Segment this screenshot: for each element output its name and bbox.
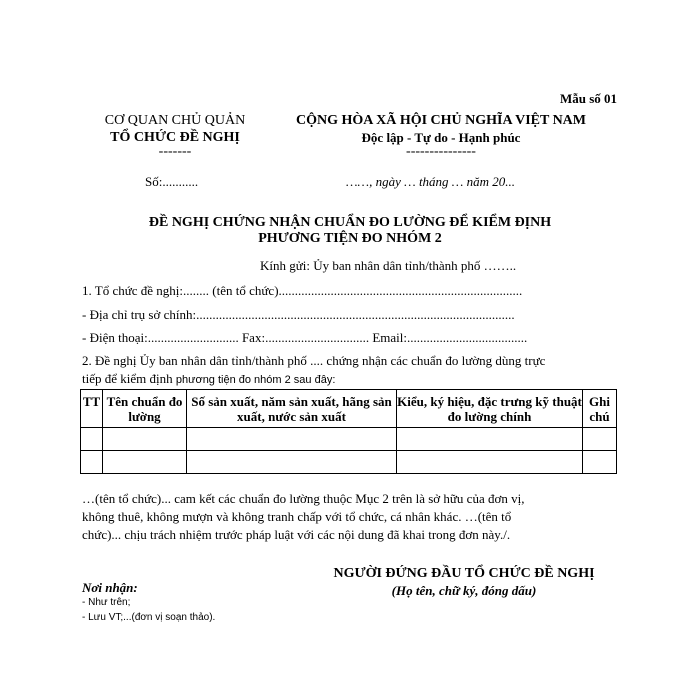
table-row [81, 428, 617, 451]
recipient-item: - Lưu VT;...(đơn vị soạn thảo). [82, 612, 216, 623]
title-line-1: ĐỀ NGHỊ CHỨNG NHẬN CHUẨN ĐO LƯỜNG ĐỂ KIỂM ĐỊNH [148, 215, 552, 230]
contact-field: - Điện thoại:............................ Fax:................................ Email:..................................... [82, 330, 528, 345]
col-header-manufacture: Số sản xuất, năm sản xuất, hãng sản xuất, nước sản xuất [187, 390, 397, 428]
table-cell[interactable] [103, 451, 187, 474]
address-field: - Địa chỉ trụ sở chính:.................................................................................................. [82, 307, 515, 322]
col-header-notes: Ghi chú [583, 390, 617, 428]
section2-line2-b: phương tiện đo nhóm 2 sau đây: [175, 374, 336, 386]
org-line: TỔ CHỨC ĐỀ NGHỊ [110, 130, 240, 145]
table-cell[interactable] [81, 428, 103, 451]
commitment-line-3: chức)... chịu trách nhiệm trước pháp luật với các nội dung đã khai trong đơn này./. [82, 527, 511, 542]
table-row [81, 451, 617, 474]
right-header [268, 112, 614, 158]
signer-title: NGƯỜI ĐỨNG ĐẦU TỔ CHỨC ĐỀ NGHỊ [333, 566, 595, 581]
left-header-rule: ------- [158, 144, 192, 159]
table-header-row [81, 390, 617, 428]
national-title: CỘNG HÒA XÃ HỘI CHỦ NGHĨA VIỆT NAM [295, 113, 586, 128]
section2-line2-a: tiếp để kiểm định [82, 371, 176, 386]
recipients-heading: Nơi nhận: [82, 580, 138, 595]
form-code: Mẫu số 01 [559, 91, 617, 106]
table-cell[interactable] [103, 428, 187, 451]
table-cell[interactable] [397, 451, 583, 474]
place-date: ……, ngày … tháng … năm 20... [346, 174, 516, 189]
commitment-line-1: …(tên tổ chức)... cam kết các chuẩn đo lường thuộc Mục 2 trên là sở hữu của đơn vị, [82, 491, 525, 506]
agency-line: CƠ QUAN CHỦ QUẢN [104, 113, 246, 128]
table-cell[interactable] [397, 428, 583, 451]
table-cell[interactable] [81, 451, 103, 474]
org-field: 1. Tổ chức đề nghị:........ (tên tổ chức)........................................................................... [82, 283, 523, 298]
recipient-item: - Như trên; [82, 597, 131, 608]
addressee: Kính gửi: Ủy ban nhân dân tỉnh/thành phố …….. [260, 258, 517, 273]
col-header-specs: Kiểu, ký hiệu, đặc trưng kỹ thuật đo lường chính [397, 390, 583, 428]
left-header [92, 112, 258, 158]
title-line-2: PHƯƠNG TIỆN ĐO NHÓM 2 [258, 231, 442, 246]
right-header-rule: --------------- [406, 144, 476, 159]
recipients [82, 580, 215, 625]
table-cell[interactable] [187, 451, 397, 474]
col-header-tt: TT [81, 390, 103, 428]
signature-block [314, 565, 614, 599]
national-motto: Độc lập - Tự do - Hạnh phúc [361, 130, 521, 145]
col-header-name: Tên chuẩn đo lường [103, 390, 187, 428]
signature-note: (Họ tên, chữ ký, đóng dấu) [391, 583, 537, 598]
commitment-paragraph [82, 490, 524, 544]
document-number: Số:........... [145, 174, 199, 189]
table-cell[interactable] [583, 451, 617, 474]
document-title [80, 215, 620, 247]
table-cell[interactable] [187, 428, 397, 451]
commitment-line-2: không thuê, không mượn và không tranh chấp với tổ chức, cá nhân khác. …(tên tổ [82, 509, 512, 524]
section2-line2 [82, 371, 335, 387]
section2-line1: 2. Đề nghị Ủy ban nhân dân tỉnh/thành phố .... chứng nhận các chuẩn đo lường dùng trực [82, 353, 546, 368]
standards-table [80, 389, 617, 474]
table-cell[interactable] [583, 428, 617, 451]
